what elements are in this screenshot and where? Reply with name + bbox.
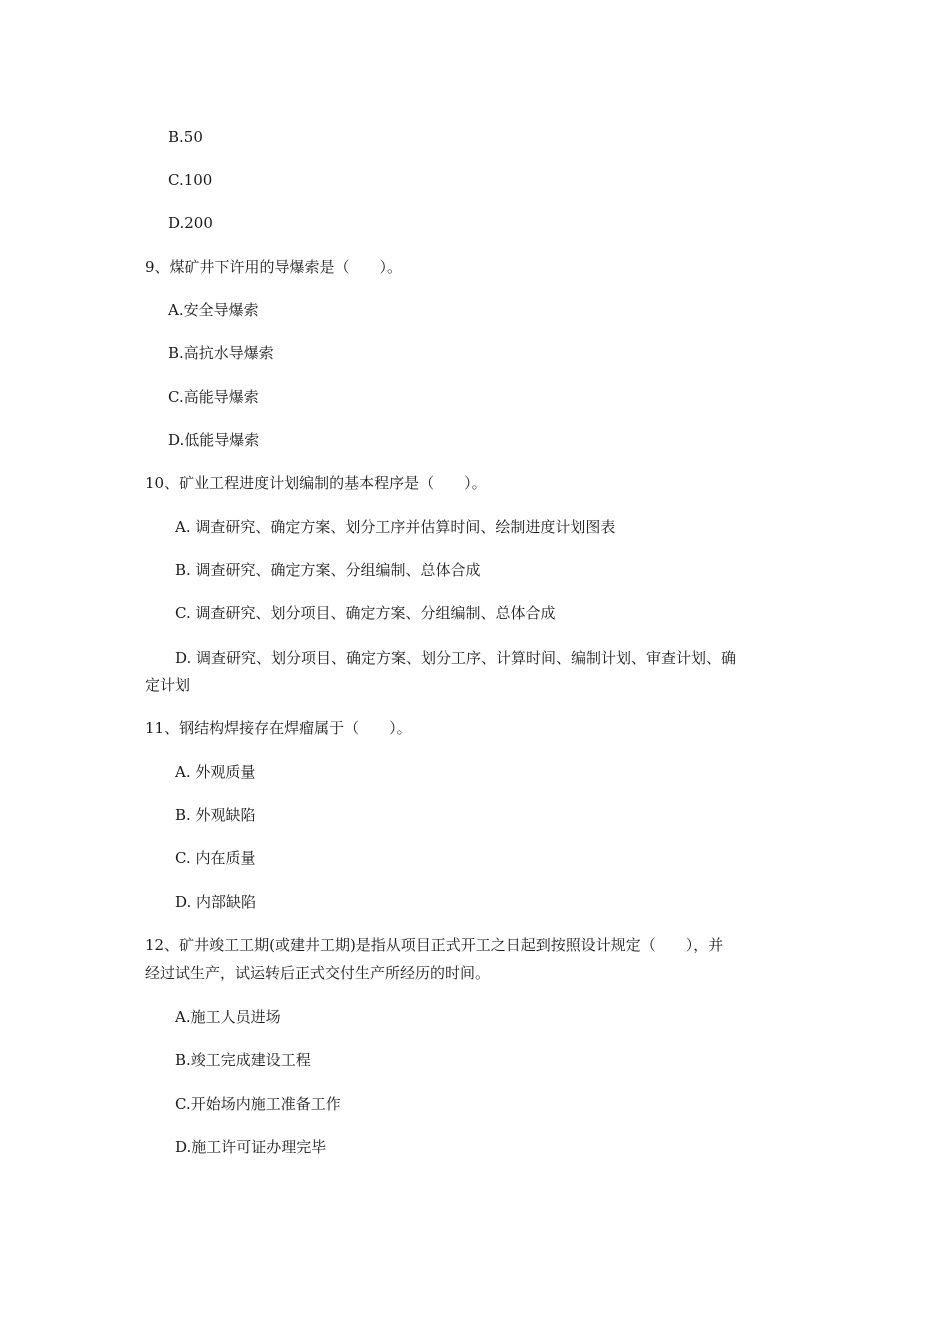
q12-stem-line2: 经过试生产，试运转后正式交付生产所经历的时间。 xyxy=(145,964,491,982)
q12-option-a: A.施工人员进场 xyxy=(175,1008,281,1026)
q10-option-b: B. 调查研究、确定方案、分组编制、总体合成 xyxy=(175,561,481,579)
q11-option-b: B. 外观缺陷 xyxy=(175,806,256,824)
q8-option-d: D.200 xyxy=(168,214,213,232)
q10-option-d: D. 调查研究、划分项目、确定方案、划分工序、计算时间、编制计划、审查计划、确 xyxy=(175,649,737,667)
q11-option-a: A. 外观质量 xyxy=(175,763,256,781)
q8-option-c: C.100 xyxy=(168,171,213,189)
q9-option-c: C.高能导爆索 xyxy=(168,388,259,406)
q11-option-c: C. 内在质量 xyxy=(175,849,256,867)
q8-option-b: B.50 xyxy=(168,128,203,146)
q11-stem: 11、钢结构焊接存在焊瘤属于（ ）。 xyxy=(145,719,412,737)
q12-option-b: B.竣工完成建设工程 xyxy=(175,1051,311,1069)
q9-option-a: A.安全导爆索 xyxy=(168,301,259,319)
q12-option-c: C.开始场内施工准备工作 xyxy=(175,1095,341,1113)
q12-option-d: D.施工许可证办理完毕 xyxy=(175,1138,327,1156)
q10-stem: 10、矿业工程进度计划编制的基本程序是（ ）。 xyxy=(145,474,487,492)
q11-option-d: D. 内部缺陷 xyxy=(175,893,257,911)
q10-option-a: A. 调查研究、确定方案、划分工序并估算时间、绘制进度计划图表 xyxy=(175,518,616,536)
q9-option-b: B.高抗水导爆索 xyxy=(168,344,274,362)
q9-stem: 9、煤矿井下许用的导爆索是（ ）。 xyxy=(145,258,403,276)
q10-option-c: C. 调查研究、划分项目、确定方案、分组编制、总体合成 xyxy=(175,604,556,622)
q12-stem-line1: 12、矿井竣工工期(或建井工期)是指从项目正式开工之日起到按照设计规定（ ），并 xyxy=(145,936,724,954)
q9-option-d: D.低能导爆索 xyxy=(168,431,260,449)
q10-option-d-continuation: 定计划 xyxy=(145,676,191,694)
